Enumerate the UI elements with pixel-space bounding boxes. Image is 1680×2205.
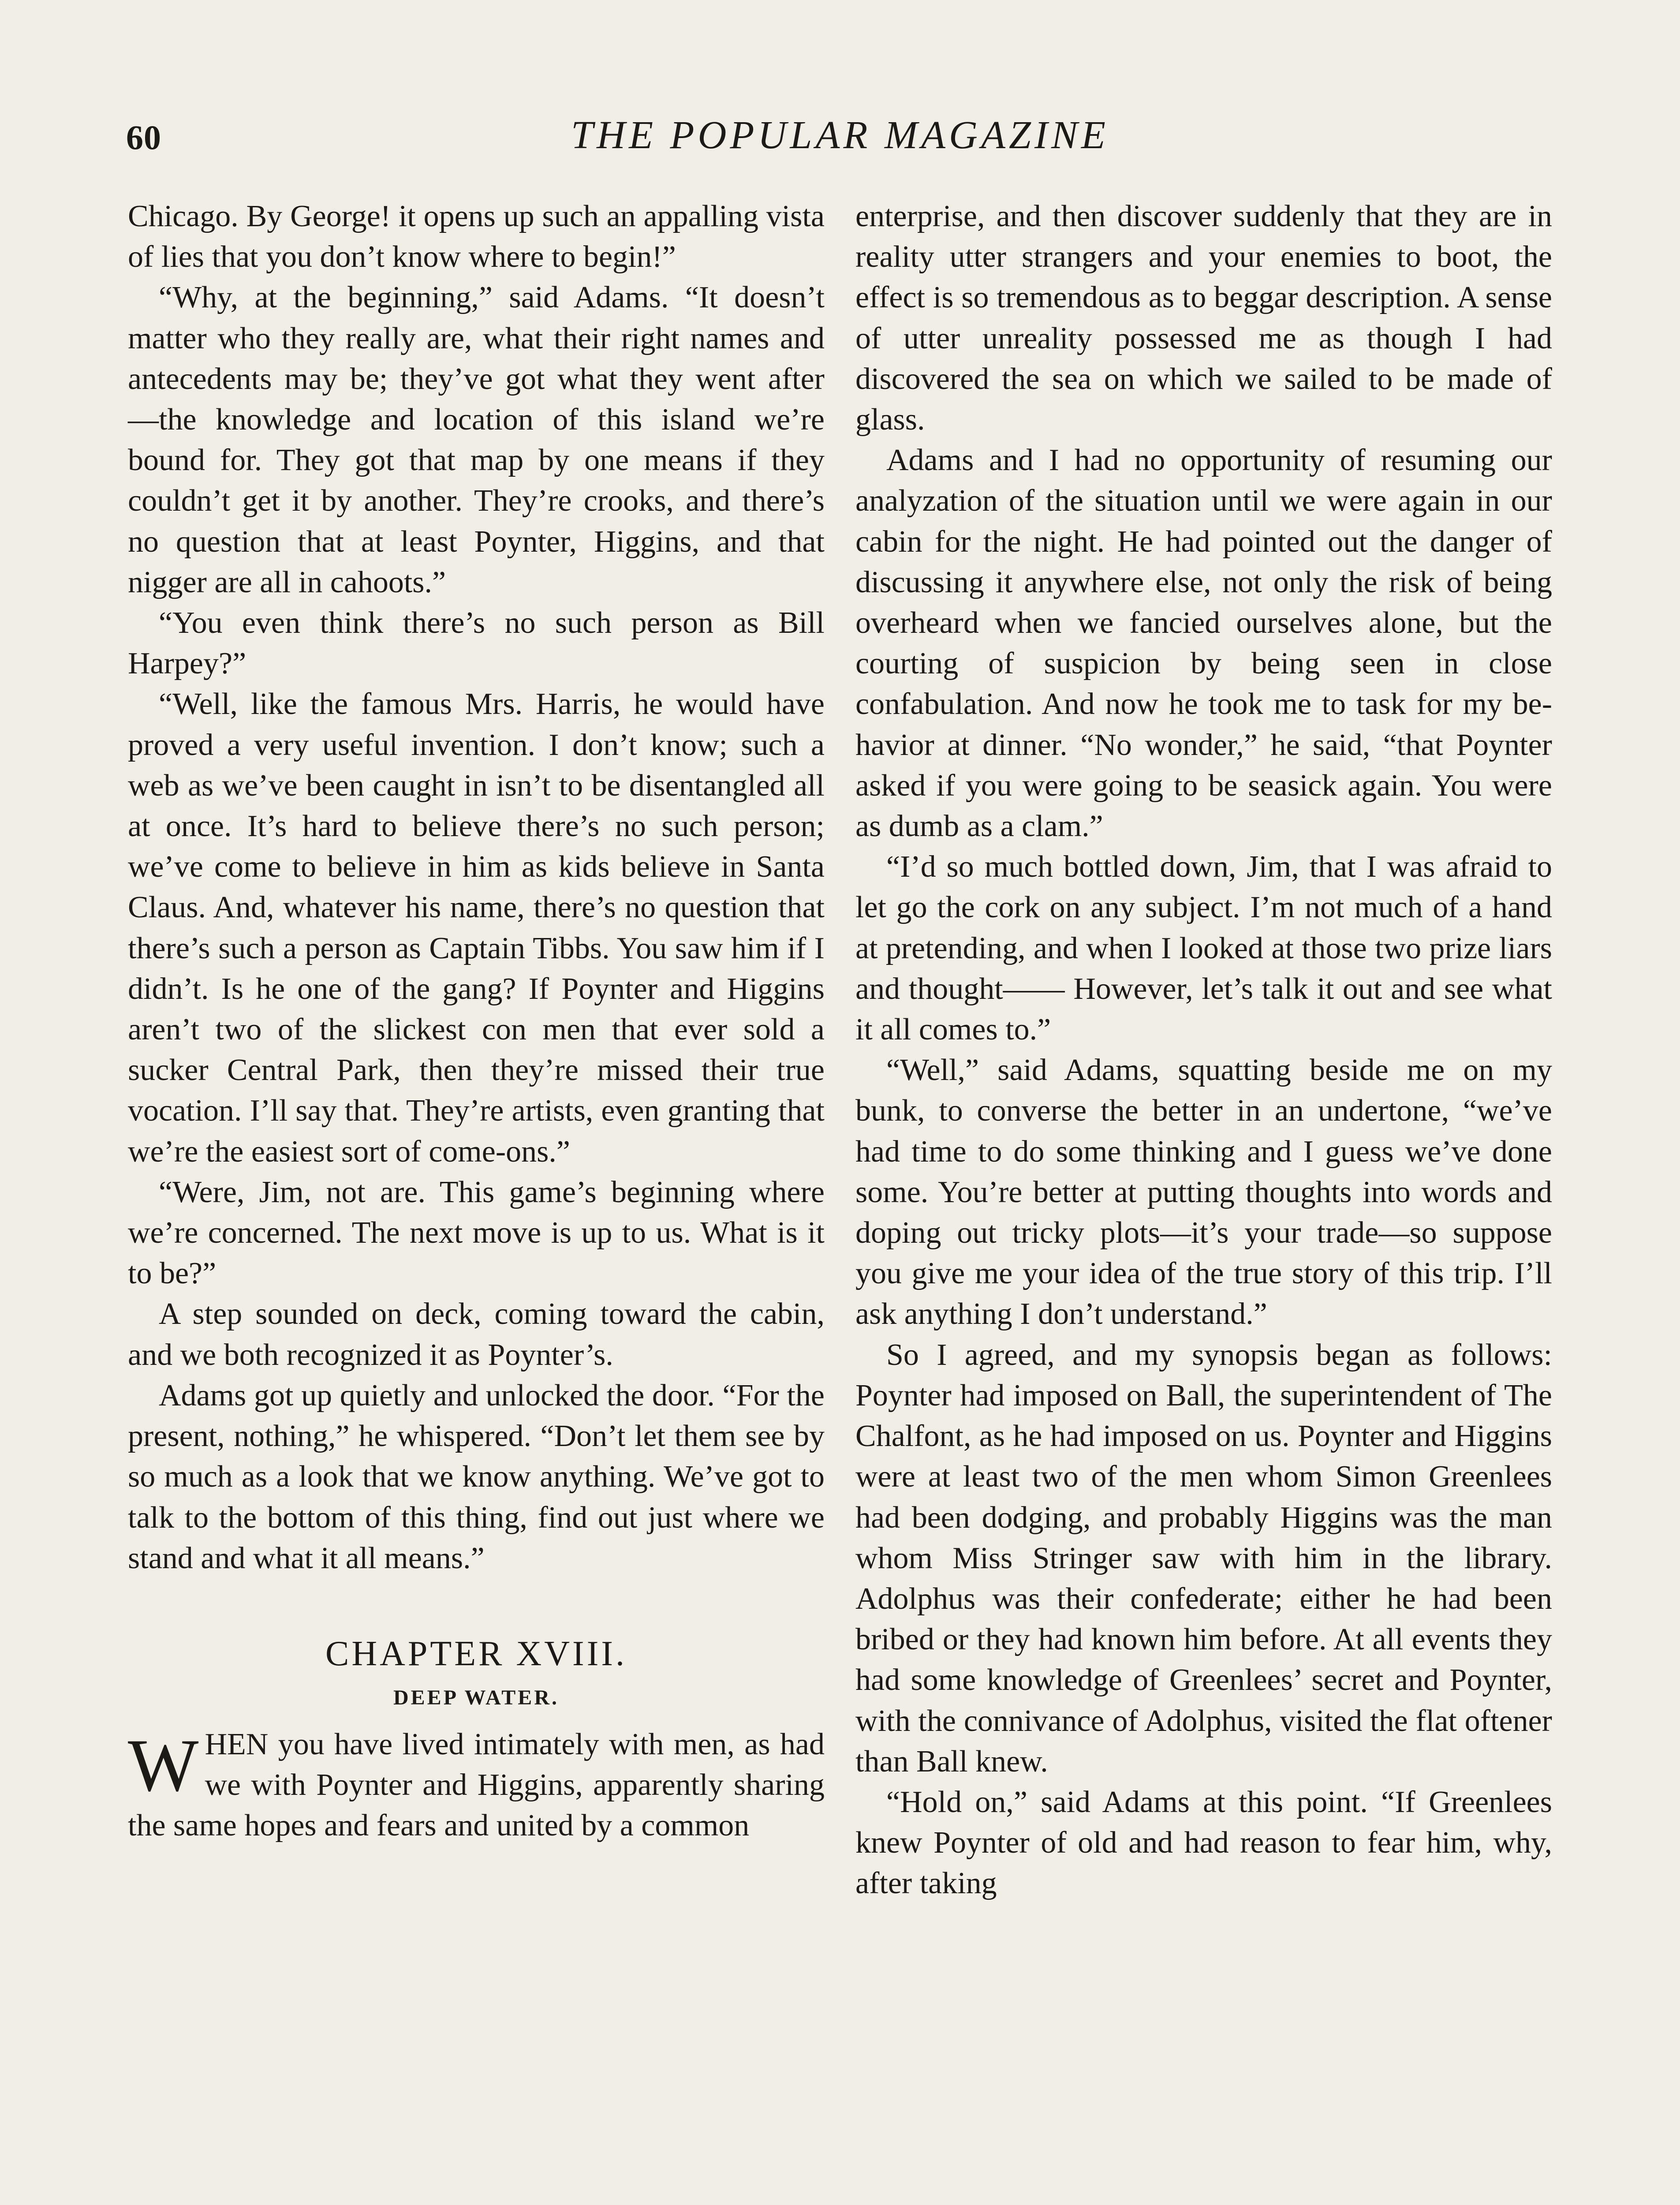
- chapter-subtitle: DEEP WATER.: [393, 1686, 559, 1709]
- paragraph: “Hold on,” said Adams at this point. “If Greenlees knew Poynter of old and had reason to fear him, why, after taking: [855, 1785, 1552, 1901]
- paragraph: Adams and I had no opportunity of resuming our analyzation of the situation until we were again in our cabin for the night. He had pointed out the danger of discussing it anywhere else, not only the risk of being overheard when we fancied ourselves alone, but the courting of suspicion by being seen in close confabulation. And now he took me to task for my behavior at dinner. “No wonder,” he said, “that Poynter asked if you were going to be seasick again. You were as dumb as a clam.”: [855, 443, 1552, 844]
- paragraph: “Well,” said Adams, squatting beside me on my bunk, to converse the better in an undertone, “we’ve had time to do some thinking and I guess we’ve done some. You’re better at putting thoughts into words and doping out tricky plots—it’s your trade—so suppose you give me your idea of the true story of this trip. I’ll ask anything I don’t understand.”: [855, 1053, 1552, 1331]
- paragraph: “Were, Jim, not are. This game’s beginning where we’re concerned. The next move is up to us. What is it to be?”: [128, 1175, 825, 1291]
- right-column: [855, 196, 1552, 1904]
- chapter-opening-paragraph: [128, 1724, 825, 1846]
- drop-cap: W: [128, 1723, 199, 1807]
- paragraph: “Why, at the beginning,” said Adams. “It doesn’t matter who they really are, what their right names and antecedents may be; they’ve got what they went after —the knowledge and location of this island we’re bound for. They got that map by one means if they couldn’t get it by another. They’re crooks, and there’s no question that at least Poynter, Higgins, and that nigger are all in cahoots.”: [128, 280, 825, 599]
- paragraph: A step sounded on deck, coming toward the cabin, and we both recognized it as Poynter’s.: [128, 1297, 825, 1372]
- page-header: [123, 112, 1557, 165]
- paragraph: Chicago. By George! it opens up such an appalling vista of lies that you don’t know where to begin!”: [128, 199, 825, 274]
- running-head: THE POPULAR MAGAZINE: [571, 113, 1109, 157]
- paragraph: enterprise, and then discover suddenly that they are in reality utter strangers and your enemies to boot, the effect is so tremendous as to beggar description. A sense of utter unreality possessed me as though I had discovered the sea on which we sailed to be made of glass.: [855, 199, 1552, 437]
- chapter-heading: [128, 1632, 825, 1715]
- paragraph: Adams got up quietly and unlocked the door. “For the present, nothing,” he whispered. “Don’t let them see by so much as a look that we know anything. We’ve got to talk to the bottom of this thing, find out just where we stand and what it all means.”: [128, 1378, 825, 1575]
- paragraph: “I’d so much bottled down, Jim, that I was afraid to let go the cork on any subject. I’m not much of a hand at pretending, and when I looked at those two prize liars and thought—— However, let’s talk it out and see what it all comes to.”: [855, 850, 1552, 1047]
- page-number: 60: [126, 118, 161, 157]
- paragraph: So I agreed, and my synopsis began as follows: Poynter had imposed on Ball, the superintendent of The Chalfont, as he had imposed on us. Poynter and Higgins were at least two of the men whom Simon Greenlees had been dodging, and probably Higgins was the man whom Miss Stringer saw with him in the library. Adolphus was their confederate; either he had been bribed or they had known him before. At all events they had some knowledge of Greenlees’ secret and Poynter, with the connivance of Adolphus, visited the flat oftener than Ball knew.: [855, 1338, 1552, 1779]
- chapter-opening-text: HEN you have lived intimately with men, as had we with Poynter and Higgins, apparently sharing the same hopes and fears and united by a common: [128, 1727, 825, 1843]
- chapter-title: CHAPTER XVIII.: [325, 1634, 627, 1673]
- left-column: [128, 196, 825, 1846]
- paragraph: “Well, like the famous Mrs. Harris, he would have proved a very useful invention. I don’t know; such a web as we’ve been caught in isn’t to be disentangled all at once. It’s hard to believe there’s no such person; we’ve come to believe in him as kids believe in Santa Claus. And, whatever his name, there’s no question that there’s such a person as Captain Tibbs. You saw him if I didn’t. Is he one of the gang? If Poynter and Higgins aren’t two of the slickest con men that ever sold a sucker Central Park, then they’re missed their true vocation. I’ll say that. They’re artists, even granting that we’re the easiest sort of come-ons.”: [128, 687, 825, 1169]
- paragraph: “You even think there’s no such person as Bill Harpey?”: [128, 606, 825, 681]
